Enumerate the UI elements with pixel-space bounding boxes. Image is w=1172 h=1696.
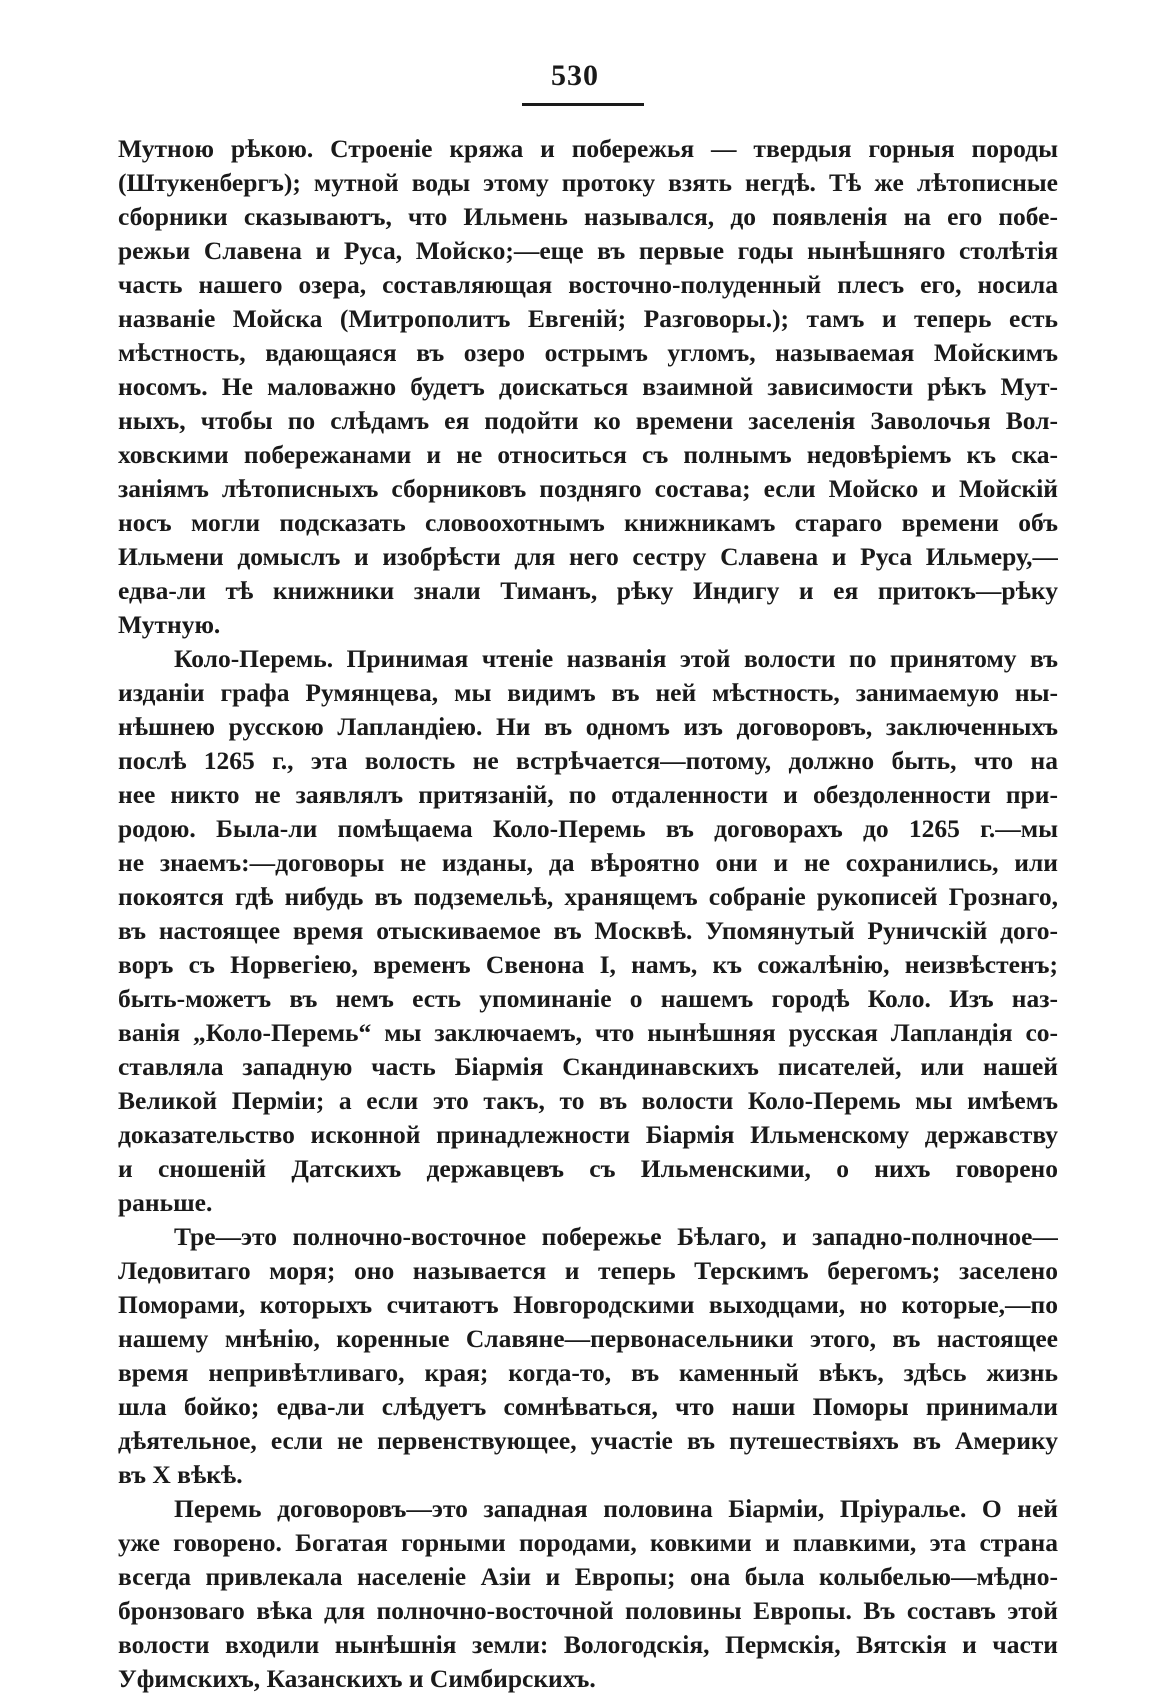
text-line: нѣшнею русскою Лапландіею. Ни въ одномъ изъ договоровъ, заключенныхъ (118, 712, 1058, 741)
text-line: Тре—это полночно-восточное побережье Бѣлаго, и западно-полночное— (174, 1222, 1058, 1251)
text-line: ховскими побережанами и не относиться съ полнымъ недовѣріемъ къ ска- (118, 440, 1058, 469)
text-line: Уфимскихъ, Казанскихъ и Симбирскихъ. (118, 1664, 596, 1693)
text-line: ванія „Коло-Перемь“ мы заключаемъ, что нынѣшняя русская Лапландія со- (118, 1018, 1058, 1047)
text-line: и сношеній Датскихъ державцевъ съ Ильменскими, о нихъ говорено (118, 1154, 1058, 1183)
text-line: бронзоваго вѣка для полночно-восточной половины Европы. Въ составъ этой (118, 1596, 1058, 1625)
text-line: Мутную. (118, 610, 221, 639)
text-line: волости входили нынѣшнія земли: Вологодскія, Пермскія, Вятскія и части (118, 1630, 1058, 1659)
body-text (118, 132, 1058, 1696)
text-line: Ледовитаго моря; оно называется и теперь Терскимъ берегомъ; заселено (118, 1256, 1058, 1285)
page-number-rule (522, 103, 644, 106)
text-line: уже говорено. Богатая горными породами, ковкими и плавкими, эта страна (118, 1528, 1058, 1557)
text-line: воръ съ Норвегіею, временъ Свенона I, намъ, къ сожалѣнію, неизвѣстенъ; (118, 950, 1058, 979)
text-line: заніямъ лѣтописныхъ сборниковъ поздняго состава; если Мойско и Мойскій (118, 474, 1058, 503)
text-line: доказательство исконной принадлежности Біармія Ильменскому державству (118, 1120, 1058, 1149)
text-line: Мутною рѣкою. Строеніе кряжа и побережья — твердыя горныя породы (118, 134, 1058, 163)
text-line: (Штукенбергъ); мутной воды этому протоку взять негдѣ. Тѣ же лѣтописные (118, 168, 1058, 197)
text-line: названіе Мойска (Митрополитъ Евгеній; Разговоры.); тамъ и теперь есть (118, 304, 1058, 333)
text-line: нее никто не заявлялъ притязаній, по отдаленности и обездоленности при- (118, 780, 1058, 809)
text-line: родою. Была-ли помѣщаема Коло-Перемь въ договорахъ до 1265 г.—мы (118, 814, 1058, 843)
page-number: 530 (551, 59, 599, 92)
text-line: ставляла западную часть Біармія Скандинавскихъ писателей, или нашей (118, 1052, 1058, 1081)
text-line: дѣятельное, если не первенствующее, участіе въ путешествіяхъ въ Америку (118, 1426, 1058, 1455)
text-line: шла бойко; едва-ли слѣдуетъ сомнѣваться, что наши Поморы принимали (118, 1392, 1058, 1421)
text-line: послѣ 1265 г., эта волость не встрѣчается—потому, должно быть, что на (118, 746, 1058, 775)
text-line: Поморами, которыхъ считаютъ Новгородскими выходцами, но которые,—по (118, 1290, 1058, 1319)
text-line: нашему мнѣнію, коренные Славяне—первонасельники этого, въ настоящее (118, 1324, 1058, 1353)
text-line: Великой Перміи; а если это такъ, то въ волости Коло-Перемь мы имѣемъ (118, 1086, 1058, 1115)
text-line: носомъ. Не маловажно будетъ доискаться взаимной зависимости рѣкъ Мут- (118, 372, 1058, 401)
paragraph (118, 1492, 1058, 1696)
text-line: часть нашего озера, составляющая восточно-полуденный плесъ его, носила (118, 270, 1058, 299)
text-line: всегда привлекала населеніе Азіи и Европы; она была колыбелью—мѣдно- (118, 1562, 1058, 1591)
text-line: едва-ли тѣ книжники знали Тиманъ, рѣку Индигу и ея притокъ—рѣку (118, 576, 1058, 605)
paragraph (118, 132, 1058, 642)
text-line: режьи Славена и Руса, Мойско;—еще въ первые годы нынѣшняго столѣтія (118, 236, 1058, 265)
text-line: Ильмени домыслъ и изобрѣсти для него сестру Славена и Руса Ильмеру,— (118, 542, 1058, 571)
text-line: сборники сказываютъ, что Ильмень назывался, до появленія на его побе- (118, 202, 1058, 231)
text-line: раньше. (118, 1188, 213, 1217)
text-line: ныхъ, чтобы по слѣдамъ ея подойти ко времени заселенія Заволочья Вол- (118, 406, 1058, 435)
text-line: въ настоящее время отыскиваемое въ Москвѣ. Упомянутый Руничскій дого- (118, 916, 1058, 945)
text-line: покоятся гдѣ нибудь въ подземельѣ, хранящемъ собраніе рукописей Грознаго, (118, 882, 1058, 911)
text-line: Коло-Перемь. Принимая чтеніе названія этой волости по принятому въ (174, 644, 1058, 673)
text-line: время непривѣтливаго, края; когда-то, въ каменный вѣкъ, здѣсь жизнь (118, 1358, 1058, 1387)
text-line: изданіи графа Румянцева, мы видимъ въ ней мѣстность, занимаемую ны- (118, 678, 1058, 707)
text-line: мѣстность, вдающаяся въ озеро острымъ угломъ, называемая Мойскимъ (118, 338, 1058, 367)
text-line: Перемь договоровъ—это западная половина Біарміи, Пріуралье. О ней (174, 1494, 1058, 1523)
text-line: не знаемъ:—договоры не изданы, да вѣроятно они и не сохранились, или (118, 848, 1058, 877)
paragraph (118, 1220, 1058, 1492)
paragraph (118, 642, 1058, 1220)
text-line: въ X вѣкѣ. (118, 1460, 243, 1489)
text-line: быть-можетъ въ немъ есть упоминаніе о нашемъ городѣ Коло. Изъ наз- (118, 984, 1058, 1013)
text-line: носъ могли подсказать словоохотнымъ книжникамъ стараго времени объ (118, 508, 1058, 537)
